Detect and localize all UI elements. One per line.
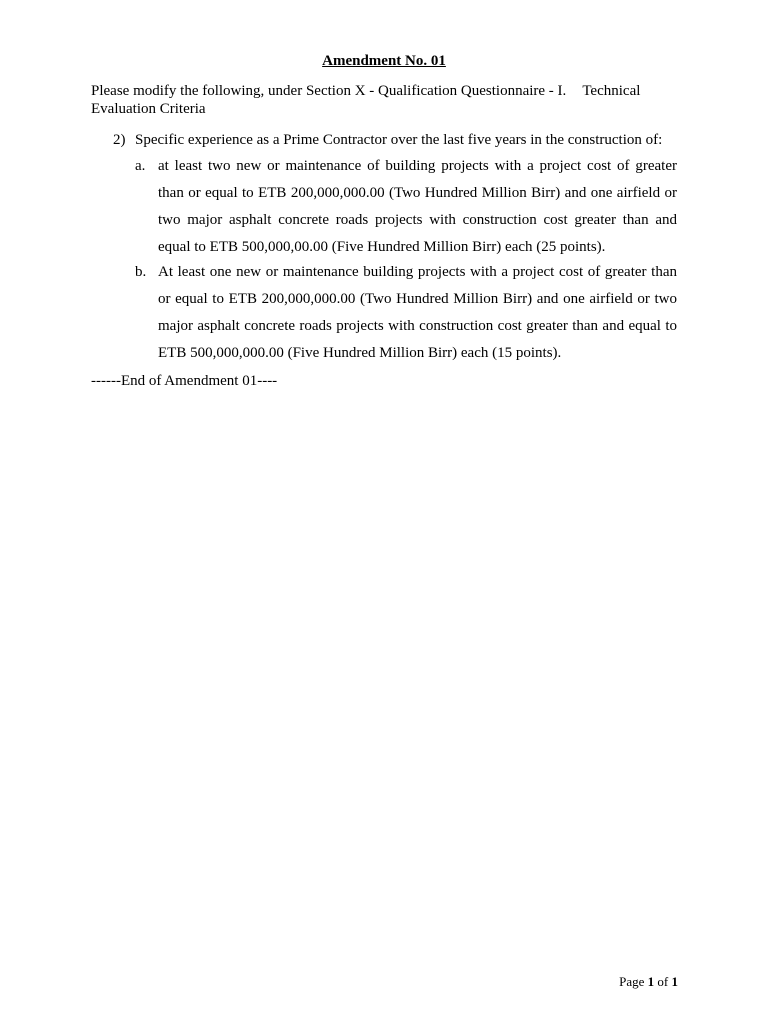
- of-word: of: [657, 974, 669, 989]
- intro-paragraph: [91, 82, 681, 118]
- page-total: 1: [671, 974, 678, 989]
- page-word: Page: [619, 974, 645, 989]
- list-item-text: Specific experience as a Prime Contractor over the last five years in the construction of:: [135, 132, 663, 148]
- end-of-amendment-marker: ------End of Amendment 01----: [91, 373, 278, 389]
- document-title: Amendment No. 01: [322, 53, 446, 69]
- intro-text-part1: Please modify the following, under Section X - Qualification Questionnaire - I.: [91, 83, 567, 99]
- sub-item-text: At least one new or maintenance building projects with a project cost of greater than or equal to ETB 200,000,000.00 (Two Hundred Million Birr) and one airfield or two major asphalt concrete roads projects with construction cost greater than and equal to ETB 500,000,000.00 (Five Hundred Million Birr) each (15 points).: [158, 264, 677, 361]
- sub-item-letter: a.: [135, 158, 146, 174]
- list-item-number: 2): [113, 132, 126, 148]
- page-current: 1: [647, 974, 655, 989]
- sub-item-text: at least two new or maintenance of building projects with a project cost of greater than or equal to ETB 200,000,000.00 (Two Hundred Million Birr) and one airfield or two major asphalt concrete roads projects with construction cost greater than and equal to ETB 500,000,00.00 (Five Hundred Million Birr) each (25 points).: [158, 158, 677, 255]
- sub-item-letter: b.: [135, 264, 147, 280]
- page-number-footer: [619, 974, 678, 990]
- intro-text-part2: Technical Evaluation Criteria: [91, 83, 641, 117]
